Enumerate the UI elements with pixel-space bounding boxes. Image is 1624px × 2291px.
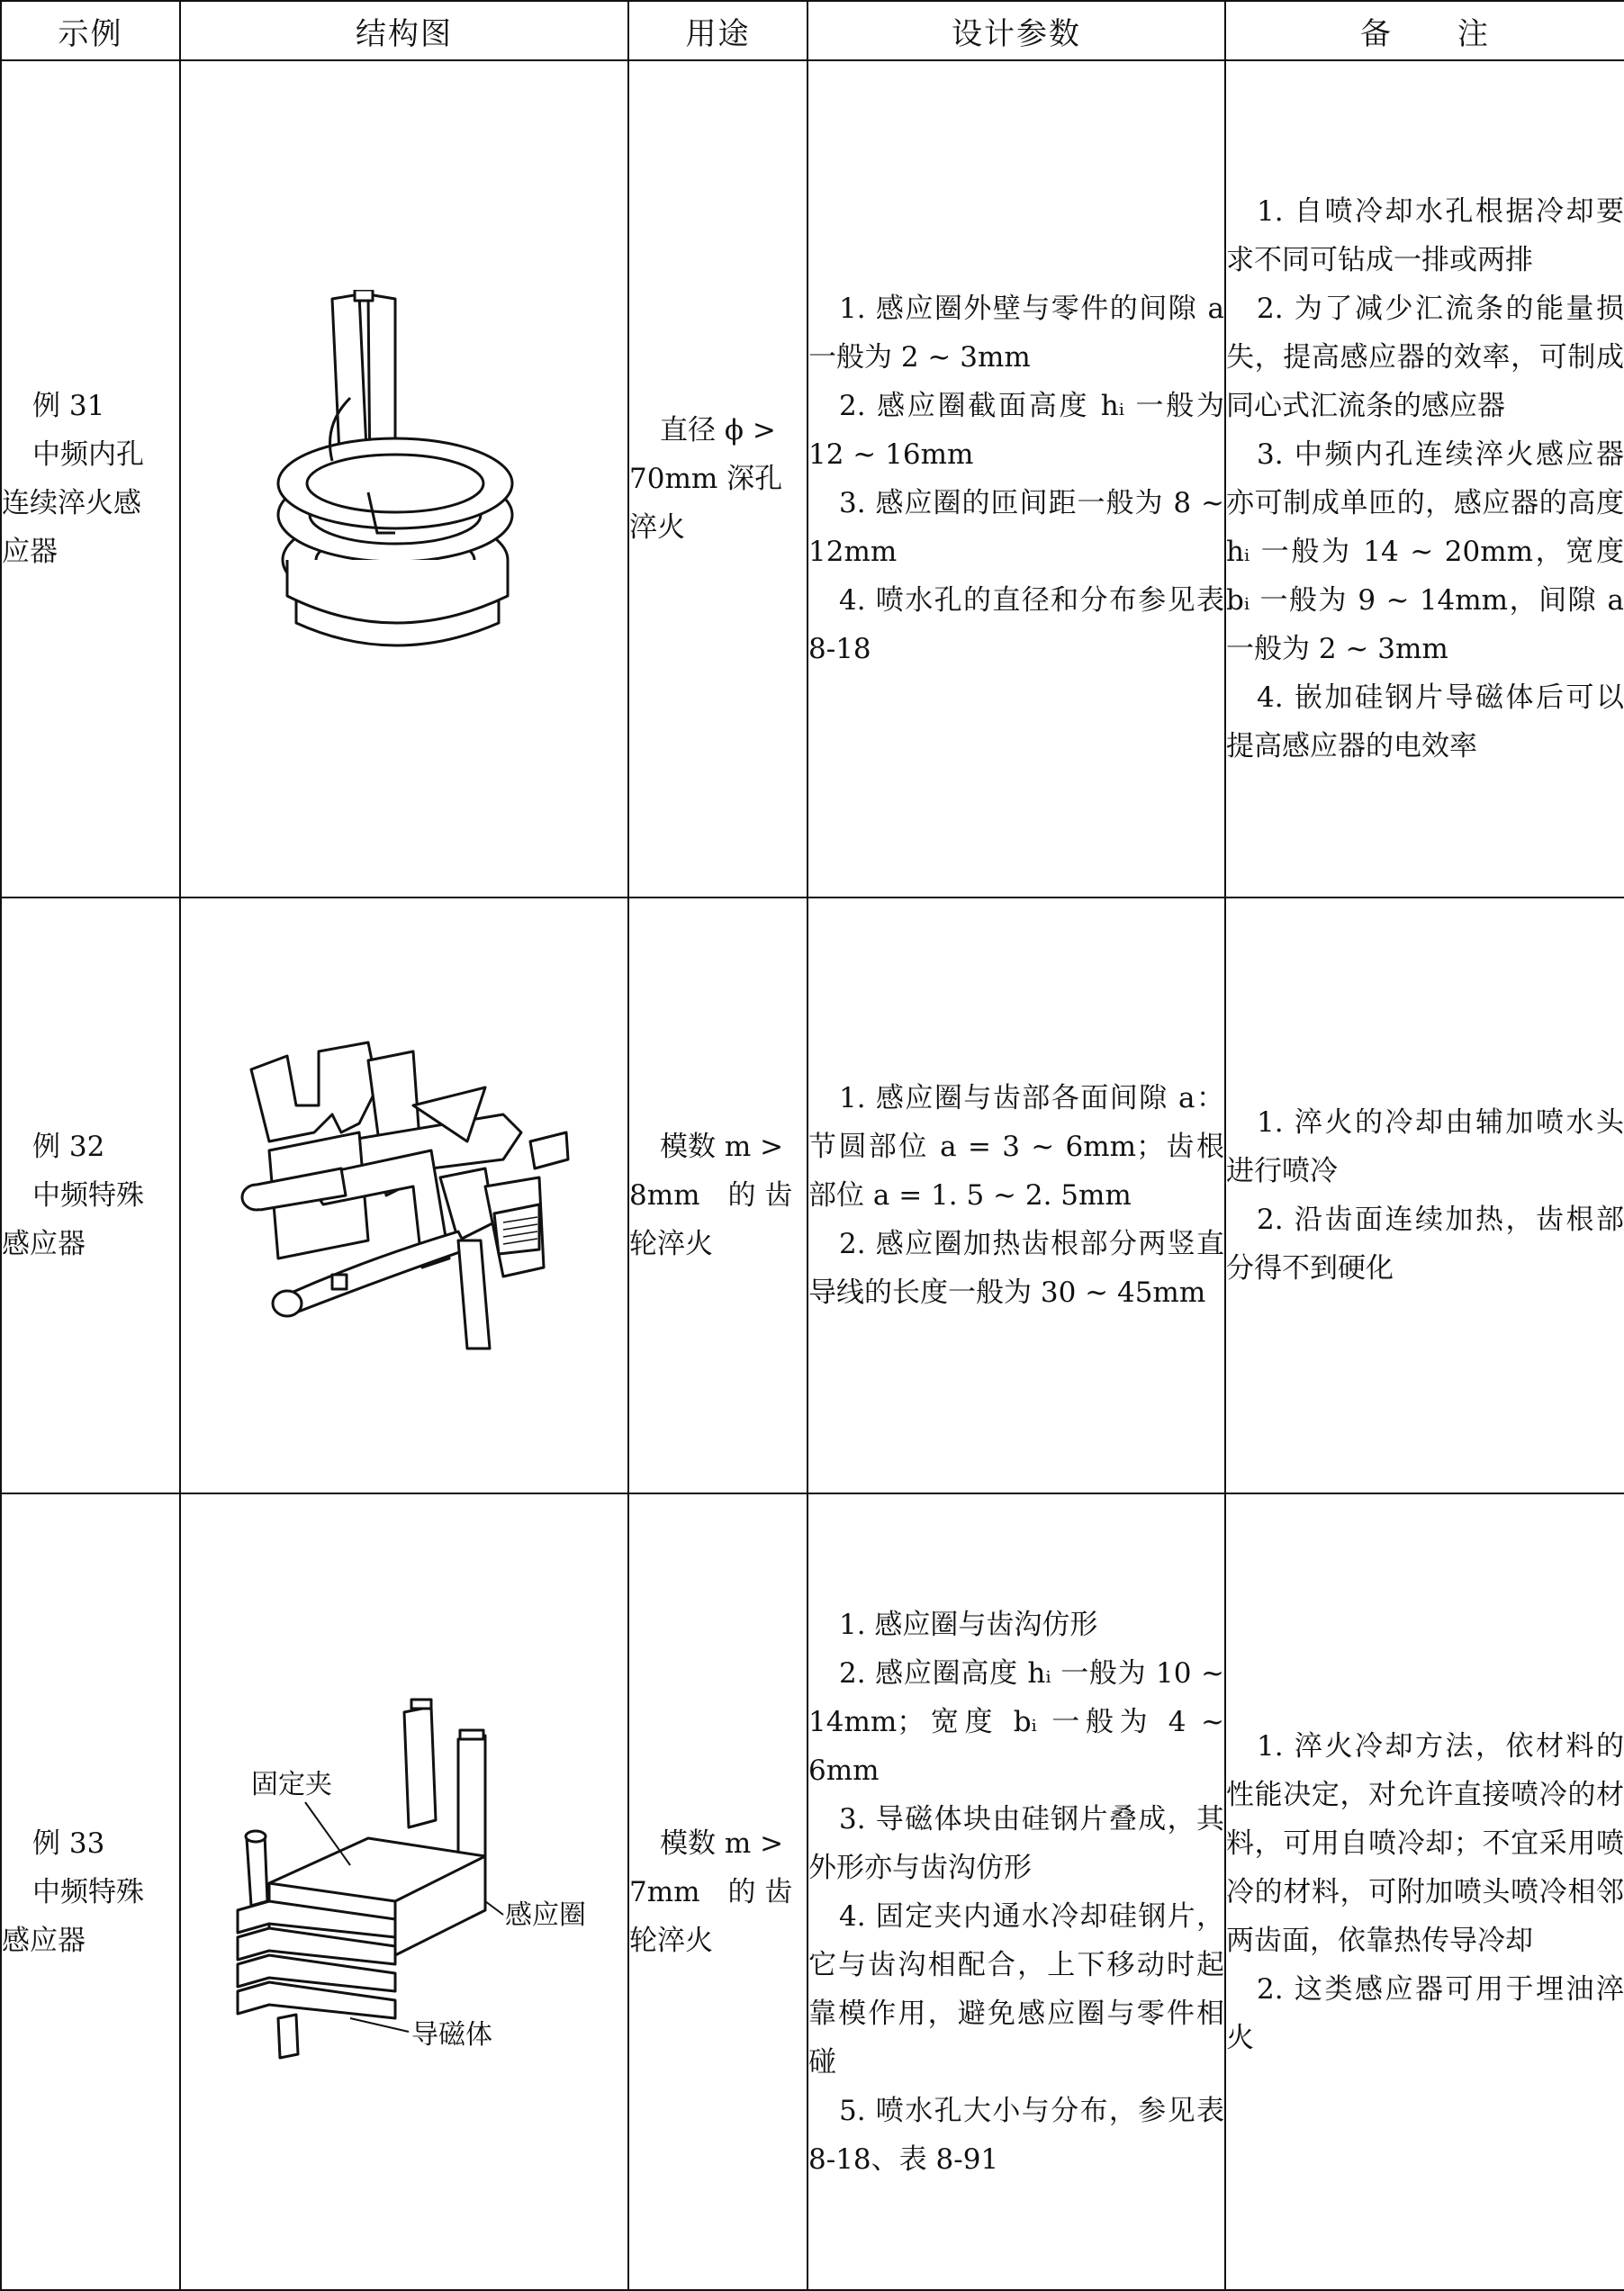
header-params: 设计参数 [807,1,1225,60]
note-item: 2. 沿齿面连续加热，齿根部分得不到硬化 [1226,1204,1624,1285]
use-line: 轮淬火 [629,1228,713,1260]
param-item: 1. 感应圈与齿沟仿形 [839,1608,1098,1641]
param-item: 4. 喷水孔的直径和分布参见表 8-18 [808,584,1224,665]
note-item: 1. 自喷冷却水孔根据冷却要求不同可钻成一排或两排 [1226,195,1624,276]
notes-cell [1225,1493,1624,2290]
header-notes: 备 注 [1225,1,1624,60]
example-id: 例 31 [32,390,105,422]
use-line: 70mm 深孔 [629,463,783,495]
table-row [1,897,1624,1493]
use-line: 模数 m > [660,1131,784,1163]
use-cell [628,60,807,897]
structure-cell [180,60,628,897]
param-item: 1. 感应圈与齿部各面间隙 a：节圆部位 a = 3 ~ 6mm；齿根部位 a = 1. 5 ~ 2. 5mm [808,1082,1224,1212]
header-structure: 结构图 [180,1,628,60]
use-line: 轮淬火 [629,1924,713,1957]
param-item: 3. 导磁体块由硅钢片叠成，其外形亦与齿沟仿形 [808,1802,1224,1884]
note-item: 3. 中频内孔连续淬火感应器亦可制成单匝的，感应器的高度 hᵢ 一般为 14 ~ 20mm，宽度 bᵢ 一般为 9 ~ 14mm，间隙 a 一般为 2 ~ 3mm [1226,438,1624,665]
example-name-line: 连续淬火感 [2,487,141,519]
example-cell [1,897,180,1493]
param-item: 3. 感应圈的匝间距一般为 8 ~ 12mm [808,487,1224,568]
clamp-label: 固定夹 [251,1768,332,1800]
example-name-line: 中频特殊 [32,1875,144,1908]
note-item: 4. 嵌加硅钢片导磁体后可以提高感应器的电效率 [1226,681,1624,762]
coil-label: 感应圈 [505,1899,586,1931]
param-item: 1. 感应圈外壁与零件的间隙 a 一般为 2 ~ 3mm [808,293,1224,374]
header-row [1,1,1624,60]
notes-cell [1225,897,1624,1493]
use-line: 淬火 [629,511,685,544]
note-item: 1. 淬火冷却方法，依材料的性能决定，对允许直接喷冷的材料，可用自喷冷却；不宜采用喷冷的材料，可附加喷头喷冷相邻两齿面，依靠热传导冷却 [1226,1729,1624,1957]
param-item: 2. 感应圈截面高度 hᵢ 一般为 12 ~ 16mm [808,390,1224,471]
example-id: 例 33 [32,1826,105,1860]
param-item: 2. 感应圈高度 hᵢ 一般为 10 ~ 14mm；宽度 bᵢ 一般为 4 ~ 6mm [808,1656,1224,1787]
table-row [1,1493,1624,2290]
params-cell [807,60,1225,897]
use-line: 直径 ϕ > [660,414,776,446]
magnetic-core-label: 导磁体 [411,2018,492,2051]
param-item: 4. 固定夹内通水冷却硅钢片，它与齿沟相配合，上下移动时起靠模作用，避免感应圈与零件相碰 [808,1899,1224,2079]
param-item: 5. 喷水孔大小与分布，参见表 8-18、表 8-91 [808,2094,1224,2176]
note-item: 1. 淬火的冷却由辅加喷水头进行喷冷 [1226,1106,1624,1187]
note-item: 2. 为了减少汇流条的能量损失，提高感应器的效率，可制成同心式汇流条的感应器 [1226,293,1624,422]
example-id: 例 32 [32,1131,105,1163]
use-cell [628,1493,807,2290]
example-name-line: 感应器 [2,1228,86,1260]
structure-cell [180,897,628,1493]
tooth-gap-coil-figure [215,1694,593,2090]
inner-bore-coil-figure [269,290,539,668]
note-item: 2. 这类感应器可用于埋油淬火 [1226,1972,1624,2054]
example-name-line: 中频内孔 [32,438,144,471]
use-line: 7mm 的 齿 [629,1875,793,1908]
example-name-line: 感应器 [2,1924,86,1957]
params-cell [807,1493,1225,2290]
notes-cell [1225,60,1624,897]
structure-cell [180,1493,628,2290]
params-cell [807,897,1225,1493]
example-name-line: 中频特殊 [32,1179,144,1212]
header-example: 示例 [1,1,180,60]
use-line: 8mm 的 齿 [629,1179,793,1212]
example-cell [1,1493,180,2290]
example-cell [1,60,180,897]
header-use: 用途 [628,1,807,60]
use-cell [628,897,807,1493]
use-line: 模数 m > [660,1826,784,1860]
param-item: 2. 感应圈加热齿根部分两竖直导线的长度一般为 30 ~ 45mm [808,1228,1224,1309]
gear-coil-figure [233,1033,575,1357]
example-name-line: 应器 [2,536,58,568]
table-row [1,60,1624,897]
